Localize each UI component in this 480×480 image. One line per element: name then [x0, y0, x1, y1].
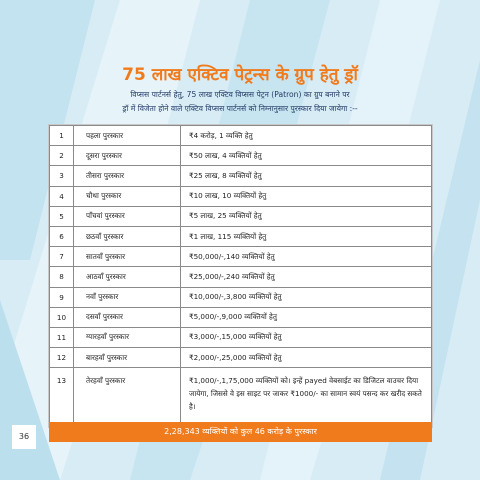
prize-table-container — [49, 125, 432, 427]
table-row — [50, 327, 432, 347]
prize-name: दसवाँ पुरस्कार — [74, 307, 181, 327]
table-row — [50, 348, 432, 368]
prize-detail: ₹25,000/-,240 व्यक्तियों हेतु — [181, 267, 432, 287]
prize-detail: ₹4 करोड़, 1 व्यक्ति हेतु — [181, 126, 432, 146]
prize-table — [49, 125, 432, 427]
prize-detail: ₹10,000/-,3,800 व्यक्तियों हेतु — [181, 287, 432, 307]
table-row — [50, 186, 432, 206]
prize-detail: ₹3,000/-,15,000 व्यक्तियों हेतु — [181, 327, 432, 347]
prize-name: पाँचवां पुरस्कार — [74, 206, 181, 226]
table-row — [50, 146, 432, 166]
prize-number: 9 — [50, 287, 74, 307]
prize-name: सातवाँ पुरस्कार — [74, 247, 181, 267]
prize-number: 10 — [50, 307, 74, 327]
page-title: 75 लाख एक्टिव पेट्रन्स के ग्रुप हेतु ड्रॉ — [122, 65, 358, 85]
prize-detail: ₹1,000/-,1,75,000 व्यक्तियों को। इन्हें payed वेबसाईट का डिजिटल वाउचर दिया जायेगा, जिससे वे इस साइट पर जाकर ₹1000/- का सामान स्वयं पसन्द कर खरीद सकते है। — [181, 368, 432, 427]
prize-detail: ₹50 लाख, 4 व्यक्तियों हेतु — [181, 146, 432, 166]
table-row — [50, 206, 432, 226]
prize-detail: ₹25 लाख, 8 व्यक्तियों हेतु — [181, 166, 432, 186]
prize-number: 11 — [50, 327, 74, 347]
prize-name: बारहवाँ पुरस्कार — [74, 348, 181, 368]
prize-name: दूसरा पुरस्कार — [74, 146, 181, 166]
prize-number: 8 — [50, 267, 74, 287]
table-row — [50, 226, 432, 246]
prize-name: आठवाँ पुरस्कार — [74, 267, 181, 287]
prize-name: पहला पुरस्कार — [74, 126, 181, 146]
intro-text — [40, 88, 440, 116]
prize-number: 12 — [50, 348, 74, 368]
table-row — [50, 247, 432, 267]
prize-name: तीसरा पुरस्कार — [74, 166, 181, 186]
prize-name: चौथा पुरस्कार — [74, 186, 181, 206]
prize-detail: ₹5 लाख, 25 व्यक्तियों हेतु — [181, 206, 432, 226]
prize-name: तेरहवाँ पुरस्कार — [74, 368, 181, 427]
table-row — [50, 126, 432, 146]
table-row — [50, 287, 432, 307]
prize-number: 5 — [50, 206, 74, 226]
table-row — [50, 166, 432, 186]
total-prizes-banner: 2,28,343 व्यक्तियों को कुल 46 करोड़ के पुरस्कार — [49, 422, 432, 442]
prize-detail: ₹5,000/-,9,000 व्यक्तियों हेतु — [181, 307, 432, 327]
prize-number: 4 — [50, 186, 74, 206]
prize-name: ग्यारहवाँ पुरस्कार — [74, 327, 181, 347]
table-row — [50, 368, 432, 427]
prize-detail: ₹2,000/-,25,000 व्यक्तियों हेतु — [181, 348, 432, 368]
prize-detail: ₹50,000/-,140 व्यक्तियों हेतु — [181, 247, 432, 267]
prize-number: 2 — [50, 146, 74, 166]
prize-name: नवाँ पुरस्कार — [74, 287, 181, 307]
intro-line-1: विप्सस पार्टनर्स हेतु, 75 लाख एक्टिव विप्सस पेट्रन (Patron) का ग्रुप बनाने पर — [130, 90, 350, 99]
intro-line-2: ड्रॉ में विजेता होने वाले एक्टिव विप्सस पार्टनर्स को निम्नानुसार पुरस्कार दिया जायेगा :-- — [122, 104, 358, 113]
prize-detail: ₹10 लाख, 10 व्यक्तियों हेतु — [181, 186, 432, 206]
table-row — [50, 267, 432, 287]
prize-number: 6 — [50, 226, 74, 246]
prize-number: 1 — [50, 126, 74, 146]
table-row — [50, 307, 432, 327]
prize-name: छठवाँ पुरस्कार — [74, 226, 181, 246]
prize-number: 7 — [50, 247, 74, 267]
prize-number: 3 — [50, 166, 74, 186]
prize-number: 13 — [50, 368, 74, 427]
prize-table-body — [50, 126, 432, 427]
page-number: 36 — [12, 425, 36, 449]
prize-detail: ₹1 लाख, 115 व्यक्तियों हेतु — [181, 226, 432, 246]
